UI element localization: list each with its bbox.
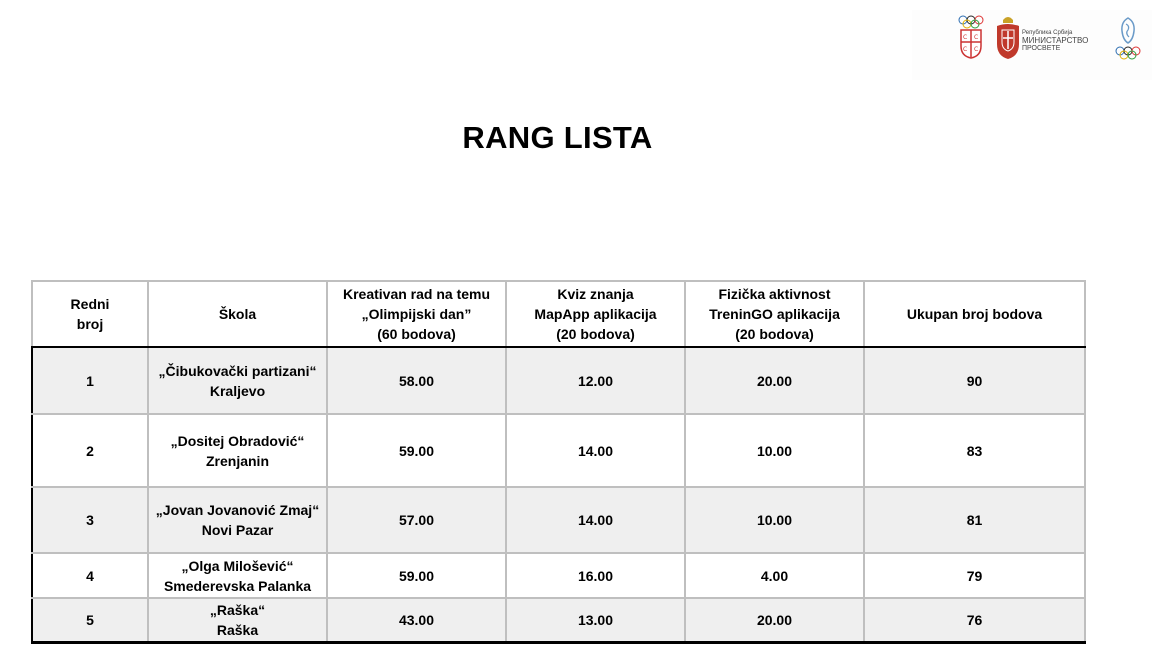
header-rank bbox=[32, 281, 148, 347]
header-creative bbox=[327, 281, 506, 347]
school-city: Novi Pazar bbox=[201, 522, 274, 538]
school-city: Kraljevo bbox=[209, 382, 266, 399]
school-city: Raška bbox=[216, 621, 259, 638]
cell-rank: 5 bbox=[32, 598, 148, 642]
ministry-line-3: ПРОСВЕТЕ bbox=[1022, 45, 1061, 52]
cell-total: 76 bbox=[864, 598, 1085, 642]
cell-physical: 20.00 bbox=[685, 598, 864, 642]
header-physical bbox=[685, 281, 864, 347]
cell-school bbox=[148, 414, 327, 487]
cell-rank: 4 bbox=[32, 553, 148, 598]
cell-school bbox=[148, 553, 327, 598]
coat-of-arms-logo bbox=[995, 14, 1021, 60]
cell-physical: 20.00 bbox=[685, 347, 864, 414]
ministry-line-1: Република Србија bbox=[1022, 30, 1073, 36]
cell-total: 79 bbox=[864, 553, 1085, 598]
school-name: „Jovan Jovanović Zmaj“ bbox=[155, 502, 320, 518]
ministry-line-2: МИНИСТАРСТВО bbox=[1022, 36, 1089, 45]
cell-quiz: 14.00 bbox=[506, 487, 685, 553]
page-title: RANG LISTA bbox=[462, 120, 653, 155]
cell-total: 81 bbox=[864, 487, 1085, 553]
svg-text:C: C bbox=[974, 46, 979, 53]
header-physical-line2: TreninGO aplikacija bbox=[709, 306, 840, 322]
cell-total: 90 bbox=[864, 347, 1085, 414]
header-creative-line1: Kreativan rad na temu bbox=[342, 286, 491, 302]
header-rank-line1: Redni bbox=[70, 296, 110, 312]
svg-text:C: C bbox=[963, 46, 968, 53]
svg-text:C: C bbox=[974, 34, 979, 41]
cell-school bbox=[148, 487, 327, 553]
header-creative-line3: (60 bodova) bbox=[377, 326, 456, 342]
school-name: „Dositej Obradović“ bbox=[170, 432, 305, 449]
header-quiz bbox=[506, 281, 685, 347]
school-name: „Olga Milošević“ bbox=[181, 557, 294, 574]
table-row bbox=[32, 347, 1085, 414]
cell-quiz: 16.00 bbox=[506, 553, 685, 598]
header-physical-line3: (20 bodova) bbox=[735, 326, 814, 342]
cell-school bbox=[148, 598, 327, 642]
cell-total: 83 bbox=[864, 414, 1085, 487]
cell-physical: 4.00 bbox=[685, 553, 864, 598]
ministry-text bbox=[1022, 29, 1088, 53]
table-header-row bbox=[32, 281, 1085, 347]
cell-rank: 1 bbox=[32, 347, 148, 414]
header-quiz-line1: Kviz znanja bbox=[557, 286, 634, 302]
rank-table bbox=[31, 280, 1086, 644]
header-school bbox=[148, 281, 327, 347]
cell-rank: 2 bbox=[32, 414, 148, 487]
cell-creative: 57.00 bbox=[327, 487, 506, 553]
header-rank-line2: broj bbox=[76, 316, 104, 332]
table-row bbox=[32, 598, 1085, 642]
cell-physical: 10.00 bbox=[685, 414, 864, 487]
header-total bbox=[864, 281, 1085, 347]
header-creative-line2: „Olimpijski dan” bbox=[361, 306, 472, 322]
school-city: Smederevska Palanka bbox=[163, 577, 312, 594]
school-name: „Raška“ bbox=[209, 601, 266, 618]
svg-text:C: C bbox=[963, 34, 968, 41]
header-quiz-line3: (20 bodova) bbox=[556, 326, 635, 342]
school-name: „Čibukovački partizani“ bbox=[158, 362, 317, 379]
olympic-committee-logo bbox=[956, 14, 986, 60]
cell-creative: 58.00 bbox=[327, 347, 506, 414]
cell-school bbox=[148, 347, 327, 414]
cell-creative: 43.00 bbox=[327, 598, 506, 642]
cell-quiz: 14.00 bbox=[506, 414, 685, 487]
cell-creative: 59.00 bbox=[327, 414, 506, 487]
header-physical-line1: Fizička aktivnost bbox=[718, 286, 831, 302]
olympic-day-logo bbox=[1113, 15, 1143, 61]
header-total-label: Ukupan broj bodova bbox=[906, 306, 1043, 322]
cell-quiz: 13.00 bbox=[506, 598, 685, 642]
table-row bbox=[32, 487, 1085, 553]
table-row bbox=[32, 414, 1085, 487]
cell-physical: 10.00 bbox=[685, 487, 864, 553]
header-quiz-line2: MapApp aplikacija bbox=[534, 306, 657, 322]
header-school-label: Škola bbox=[218, 306, 257, 322]
school-city: Zrenjanin bbox=[205, 452, 269, 469]
cell-rank: 3 bbox=[32, 487, 148, 553]
table-row bbox=[32, 553, 1085, 598]
cell-creative: 59.00 bbox=[327, 553, 506, 598]
cell-quiz: 12.00 bbox=[506, 347, 685, 414]
